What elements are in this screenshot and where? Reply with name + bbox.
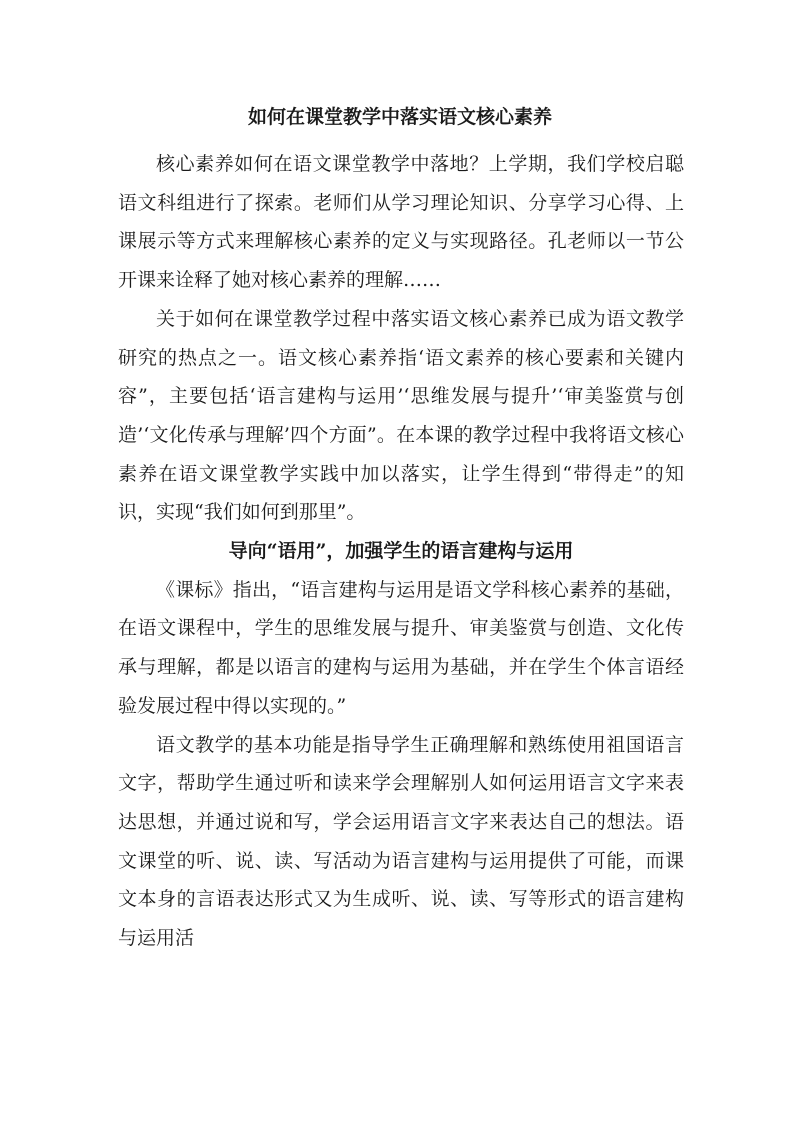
paragraph-intro: 核心素养如何在语文课堂教学中落地？上学期，我们学校启聪语文科组进行了探索。老师们从学习理论知识、分享学习心得、上课展示等方式来理解核心素养的定义与实现路径。孔老师以一节公开课来诠释了她对核心素养的理解…… (118, 153, 684, 292)
section-heading: 导向“语用”，加强学生的语言建构与运用 (228, 540, 574, 563)
paragraph-teaching-function: 语文教学的基本功能是指导学生正确理解和熟练使用祖国语言文字，帮助学生通过听和读来学会理解别人如何运用语言文字来表达思想，并通过说和写，学会运用语言文字来表达自己的想法。语文课堂的听、说、读、写活动为语言建构与运用提供了可能，而课文本身的言语表达形式又为生成听、说、读、写等形式的语言建构与运用活 (118, 733, 684, 950)
document-title: 如何在课堂教学中落实语文核心素养 (247, 106, 552, 128)
paragraph-curriculum-quote: 《课标》指出，“语言建构与运用是语文学科核心素养的基础，在语文课程中，学生的思维发展与提升、审美鉴赏与创造、文化传承与理解，都是以语言的建构与运用为基础，并在学生个体言语经验发展过程中得以实现的。” (118, 578, 684, 717)
document-body (118, 145, 684, 958)
paragraph-core-literacy: 关于如何在课堂教学过程中落实语文核心素养已成为语文教学研究的热点之一。语文核心素养指‘语文素养的核心要素和关键内容”，主要包括‘语言建构与运用’‘思维发展与提升’‘审美鉴赏与创造’‘文化传承与理解’四个方面”。在本课的教学过程中我将语文核心素养在语文课堂教学实践中加以落实，让学生得到“带得走”的知识，实现“我们如何到那里”。 (118, 307, 684, 524)
